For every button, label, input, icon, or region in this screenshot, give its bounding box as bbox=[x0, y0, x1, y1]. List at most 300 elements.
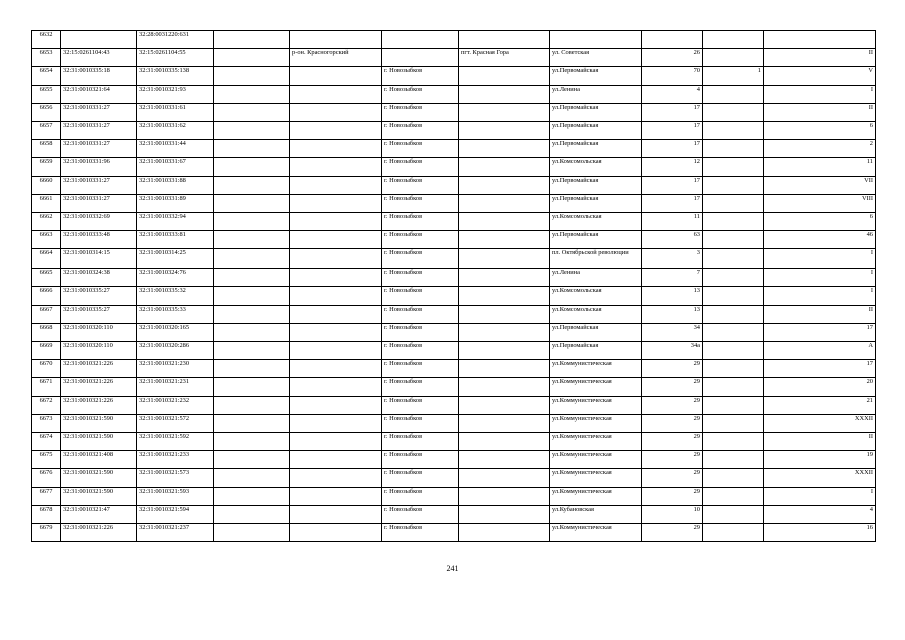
cell-street: ул.Первомайская bbox=[550, 67, 642, 85]
cell-empty bbox=[214, 194, 290, 212]
cell-settlement bbox=[459, 194, 550, 212]
cell-city: г. Новозыбков bbox=[382, 451, 459, 469]
cell-street: ул.Комсомольская bbox=[550, 287, 642, 305]
table-row bbox=[32, 49, 876, 67]
cell-district bbox=[290, 176, 382, 194]
cell-premises: 6 bbox=[764, 212, 876, 230]
cell-settlement bbox=[459, 158, 550, 176]
cell-city: г. Новозыбков bbox=[382, 85, 459, 103]
cell-settlement bbox=[459, 378, 550, 396]
cell-street: ул.Коммунистическая bbox=[550, 487, 642, 505]
cell-empty bbox=[214, 323, 290, 341]
cell-building bbox=[703, 31, 764, 49]
cell-row-number: 6660 bbox=[32, 176, 61, 194]
cell-row-number: 6673 bbox=[32, 414, 61, 432]
cell-empty bbox=[214, 231, 290, 249]
cell-empty bbox=[214, 505, 290, 523]
cell-object-cadastral-number: 32:31:0010335:32 bbox=[137, 287, 214, 305]
cell-building bbox=[703, 523, 764, 541]
cell-house: 13 bbox=[642, 287, 703, 305]
cell-city: г. Новозыбков bbox=[382, 523, 459, 541]
cell-district bbox=[290, 414, 382, 432]
cell-settlement bbox=[459, 323, 550, 341]
cell-district bbox=[290, 31, 382, 49]
cell-street: ул.Комсомольская bbox=[550, 305, 642, 323]
cell-district bbox=[290, 269, 382, 287]
cell-district bbox=[290, 305, 382, 323]
cell-house: 17 bbox=[642, 194, 703, 212]
cell-object-cadastral-number: 32:31:0010321:232 bbox=[137, 396, 214, 414]
cell-building bbox=[703, 451, 764, 469]
cell-premises: I bbox=[764, 287, 876, 305]
cell-cadastral-number: 32:31:0010321:226 bbox=[61, 360, 137, 378]
cell-street: ул. Советская bbox=[550, 49, 642, 67]
cell-street: ул.Первомайская bbox=[550, 176, 642, 194]
cell-city: г. Новозыбков bbox=[382, 378, 459, 396]
cell-building bbox=[703, 85, 764, 103]
cell-settlement bbox=[459, 469, 550, 487]
cell-street: ул.Первомайская bbox=[550, 323, 642, 341]
cell-cadastral-number: 32:31:0010321:590 bbox=[61, 414, 137, 432]
cell-district bbox=[290, 212, 382, 230]
cell-city bbox=[382, 49, 459, 67]
cell-row-number: 6665 bbox=[32, 269, 61, 287]
cell-settlement bbox=[459, 396, 550, 414]
cell-settlement bbox=[459, 342, 550, 360]
cell-street: ул.Комсомольская bbox=[550, 212, 642, 230]
cell-district bbox=[290, 85, 382, 103]
cell-building: 1 bbox=[703, 67, 764, 85]
cell-empty bbox=[214, 451, 290, 469]
cell-premises: 6 bbox=[764, 121, 876, 139]
cell-object-cadastral-number: 32:31:0010321:233 bbox=[137, 451, 214, 469]
cell-house: 13 bbox=[642, 305, 703, 323]
cell-cadastral-number: 32:31:0010321:590 bbox=[61, 432, 137, 450]
cell-district bbox=[290, 323, 382, 341]
cell-object-cadastral-number: 32:15:0261104:55 bbox=[137, 49, 214, 67]
cell-object-cadastral-number: 32:31:0010335:138 bbox=[137, 67, 214, 85]
cell-street: ул.Ленина bbox=[550, 269, 642, 287]
cell-district bbox=[290, 140, 382, 158]
cell-district bbox=[290, 396, 382, 414]
cell-cadastral-number: 32:31:0010335:27 bbox=[61, 287, 137, 305]
cell-premises: 11 bbox=[764, 158, 876, 176]
cell-cadastral-number bbox=[61, 31, 137, 49]
cell-house: 3 bbox=[642, 249, 703, 269]
cell-district bbox=[290, 103, 382, 121]
cell-settlement bbox=[459, 505, 550, 523]
cell-city: г. Новозыбков bbox=[382, 67, 459, 85]
cell-row-number: 6678 bbox=[32, 505, 61, 523]
cell-street: ул.Первомайская bbox=[550, 342, 642, 360]
cell-row-number: 6667 bbox=[32, 305, 61, 323]
cell-premises: I bbox=[764, 487, 876, 505]
cell-house: 4 bbox=[642, 85, 703, 103]
cell-building bbox=[703, 469, 764, 487]
cell-district bbox=[290, 342, 382, 360]
page-number: 241 bbox=[446, 564, 459, 573]
cell-premises: I bbox=[764, 269, 876, 287]
cell-empty bbox=[214, 31, 290, 49]
cell-building bbox=[703, 505, 764, 523]
cell-city: г. Новозыбков bbox=[382, 269, 459, 287]
cell-building bbox=[703, 432, 764, 450]
cell-empty bbox=[214, 378, 290, 396]
cell-street: ул.Первомайская bbox=[550, 231, 642, 249]
cell-settlement bbox=[459, 140, 550, 158]
cell-empty bbox=[214, 487, 290, 505]
cell-building bbox=[703, 249, 764, 269]
cell-premises: 4 bbox=[764, 505, 876, 523]
cell-row-number: 6677 bbox=[32, 487, 61, 505]
cell-building bbox=[703, 360, 764, 378]
cell-object-cadastral-number: 32:31:0010321:93 bbox=[137, 85, 214, 103]
cell-city: г. Новозыбков bbox=[382, 287, 459, 305]
cell-house: 34 bbox=[642, 323, 703, 341]
cell-empty bbox=[214, 414, 290, 432]
cell-city: г. Новозыбков bbox=[382, 158, 459, 176]
cell-row-number: 6676 bbox=[32, 469, 61, 487]
table-row bbox=[32, 451, 876, 469]
cell-premises: I bbox=[764, 85, 876, 103]
cell-object-cadastral-number: 32:31:0010321:593 bbox=[137, 487, 214, 505]
cell-district bbox=[290, 287, 382, 305]
cell-settlement bbox=[459, 305, 550, 323]
cell-street: ул.Коммунистическая bbox=[550, 396, 642, 414]
cell-empty bbox=[214, 396, 290, 414]
cell-object-cadastral-number: 32:31:0010321:572 bbox=[137, 414, 214, 432]
cell-building bbox=[703, 176, 764, 194]
cell-object-cadastral-number: 32:31:0010321:594 bbox=[137, 505, 214, 523]
cell-premises: А bbox=[764, 342, 876, 360]
cell-row-number: 6656 bbox=[32, 103, 61, 121]
table-row bbox=[32, 249, 876, 269]
cell-house: 10 bbox=[642, 505, 703, 523]
cell-settlement bbox=[459, 103, 550, 121]
cell-row-number: 6666 bbox=[32, 287, 61, 305]
cell-city: г. Новозыбков bbox=[382, 249, 459, 269]
cell-cadastral-number: 32:31:0010320:110 bbox=[61, 323, 137, 341]
cell-house: 7 bbox=[642, 269, 703, 287]
cell-settlement bbox=[459, 121, 550, 139]
cell-city: г. Новозыбков bbox=[382, 121, 459, 139]
cell-house: 29 bbox=[642, 414, 703, 432]
cell-building bbox=[703, 323, 764, 341]
cell-object-cadastral-number: 32:31:0010331:44 bbox=[137, 140, 214, 158]
cell-row-number: 6668 bbox=[32, 323, 61, 341]
cell-house: 29 bbox=[642, 469, 703, 487]
table-row bbox=[32, 140, 876, 158]
table-row bbox=[32, 360, 876, 378]
cell-house: 17 bbox=[642, 176, 703, 194]
cell-district bbox=[290, 67, 382, 85]
cell-city: г. Новозыбков bbox=[382, 342, 459, 360]
cell-district bbox=[290, 487, 382, 505]
cell-building bbox=[703, 231, 764, 249]
cell-street: ул.Коммунистическая bbox=[550, 360, 642, 378]
table-row bbox=[32, 414, 876, 432]
cell-cadastral-number: 32:31:0010321:47 bbox=[61, 505, 137, 523]
table-row bbox=[32, 176, 876, 194]
cell-premises: 46 bbox=[764, 231, 876, 249]
cell-premises: V bbox=[764, 67, 876, 85]
table-row bbox=[32, 231, 876, 249]
cell-empty bbox=[214, 67, 290, 85]
cell-district bbox=[290, 360, 382, 378]
cell-building bbox=[703, 378, 764, 396]
cell-building bbox=[703, 269, 764, 287]
cell-empty bbox=[214, 103, 290, 121]
cell-street: ул.Коммунистическая bbox=[550, 378, 642, 396]
table-body bbox=[32, 31, 876, 542]
cell-premises: II bbox=[764, 305, 876, 323]
cell-city: г. Новозыбков bbox=[382, 212, 459, 230]
cell-building bbox=[703, 487, 764, 505]
cell-premises: II bbox=[764, 103, 876, 121]
cell-street: ул.Первомайская bbox=[550, 194, 642, 212]
cell-city: г. Новозыбков bbox=[382, 360, 459, 378]
cell-empty bbox=[214, 432, 290, 450]
table-row bbox=[32, 287, 876, 305]
registry-table bbox=[31, 30, 876, 542]
cell-cadastral-number: 32:31:0010335:18 bbox=[61, 67, 137, 85]
cell-street: ул.Первомайская bbox=[550, 103, 642, 121]
cell-city: г. Новозыбков bbox=[382, 396, 459, 414]
cell-street: ул.Коммунистическая bbox=[550, 469, 642, 487]
cell-empty bbox=[214, 158, 290, 176]
cell-city: г. Новозыбков bbox=[382, 305, 459, 323]
cell-city: г. Новозыбков bbox=[382, 194, 459, 212]
cell-district bbox=[290, 432, 382, 450]
cell-premises: 2 bbox=[764, 140, 876, 158]
cell-row-number: 6632 bbox=[32, 31, 61, 49]
cell-building bbox=[703, 396, 764, 414]
cell-cadastral-number: 32:31:0010331:96 bbox=[61, 158, 137, 176]
cell-street: ул.Первомайская bbox=[550, 140, 642, 158]
cell-object-cadastral-number: 32:31:0010331:62 bbox=[137, 121, 214, 139]
cell-settlement: пгт. Красная Гора bbox=[459, 49, 550, 67]
cell-empty bbox=[214, 360, 290, 378]
cell-district bbox=[290, 121, 382, 139]
cell-city: г. Новозыбков bbox=[382, 487, 459, 505]
cell-building bbox=[703, 103, 764, 121]
cell-street: ул.Комсомольская bbox=[550, 158, 642, 176]
cell-district bbox=[290, 469, 382, 487]
cell-premises: VIII bbox=[764, 194, 876, 212]
table-row bbox=[32, 469, 876, 487]
cell-settlement bbox=[459, 31, 550, 49]
cell-cadastral-number: 32:31:0010332:69 bbox=[61, 212, 137, 230]
cell-row-number: 6663 bbox=[32, 231, 61, 249]
table-row bbox=[32, 342, 876, 360]
cell-row-number: 6671 bbox=[32, 378, 61, 396]
cell-row-number: 6679 bbox=[32, 523, 61, 541]
cell-district: р-он. Красногорский bbox=[290, 49, 382, 67]
cell-empty bbox=[214, 121, 290, 139]
cell-object-cadastral-number: 32:31:0010331:67 bbox=[137, 158, 214, 176]
cell-city: г. Новозыбков bbox=[382, 469, 459, 487]
cell-object-cadastral-number: 32:31:0010331:89 bbox=[137, 194, 214, 212]
cell-row-number: 6669 bbox=[32, 342, 61, 360]
cell-empty bbox=[214, 249, 290, 269]
table-row bbox=[32, 121, 876, 139]
cell-street: ул.Кубановская bbox=[550, 505, 642, 523]
cell-row-number: 6661 bbox=[32, 194, 61, 212]
cell-empty bbox=[214, 305, 290, 323]
cell-district bbox=[290, 523, 382, 541]
cell-object-cadastral-number: 32:31:0010324:76 bbox=[137, 269, 214, 287]
cell-cadastral-number: 32:31:0010321:226 bbox=[61, 378, 137, 396]
cell-cadastral-number: 32:31:0010321:590 bbox=[61, 487, 137, 505]
cell-settlement bbox=[459, 67, 550, 85]
cell-cadastral-number: 32:31:0010320:110 bbox=[61, 342, 137, 360]
cell-district bbox=[290, 378, 382, 396]
cell-city: г. Новозыбков bbox=[382, 432, 459, 450]
cell-row-number: 6662 bbox=[32, 212, 61, 230]
cell-row-number: 6653 bbox=[32, 49, 61, 67]
cell-house: 29 bbox=[642, 451, 703, 469]
cell-street: пл. Октябрьской революции bbox=[550, 249, 642, 269]
cell-object-cadastral-number: 32:31:0010332:94 bbox=[137, 212, 214, 230]
cell-settlement bbox=[459, 212, 550, 230]
cell-object-cadastral-number: 32:31:0010335:33 bbox=[137, 305, 214, 323]
cell-cadastral-number: 32:31:0010321:226 bbox=[61, 523, 137, 541]
table-row bbox=[32, 432, 876, 450]
cell-building bbox=[703, 212, 764, 230]
cell-district bbox=[290, 505, 382, 523]
table-row bbox=[32, 305, 876, 323]
cell-cadastral-number: 32:31:0010321:64 bbox=[61, 85, 137, 103]
cell-cadastral-number: 32:31:0010333:48 bbox=[61, 231, 137, 249]
cell-building bbox=[703, 287, 764, 305]
cell-city: г. Новозыбков bbox=[382, 414, 459, 432]
cell-building bbox=[703, 140, 764, 158]
cell-cadastral-number: 32:31:0010321:590 bbox=[61, 469, 137, 487]
cell-settlement bbox=[459, 523, 550, 541]
cell-object-cadastral-number: 32:31:0010321:230 bbox=[137, 360, 214, 378]
cell-empty bbox=[214, 176, 290, 194]
cell-house: 11 bbox=[642, 212, 703, 230]
cell-premises: 19 bbox=[764, 451, 876, 469]
cell-city: г. Новозыбков bbox=[382, 323, 459, 341]
cell-empty bbox=[214, 140, 290, 158]
cell-row-number: 6657 bbox=[32, 121, 61, 139]
cell-cadastral-number: 32:31:0010331:27 bbox=[61, 194, 137, 212]
cell-city: г. Новозыбков bbox=[382, 176, 459, 194]
cell-settlement bbox=[459, 269, 550, 287]
cell-building bbox=[703, 158, 764, 176]
cell-house: 34а bbox=[642, 342, 703, 360]
cell-city: г. Новозыбков bbox=[382, 231, 459, 249]
cell-district bbox=[290, 158, 382, 176]
cell-row-number: 6658 bbox=[32, 140, 61, 158]
cell-empty bbox=[214, 212, 290, 230]
cell-object-cadastral-number: 32:31:0010331:61 bbox=[137, 103, 214, 121]
cell-city: г. Новозыбков bbox=[382, 505, 459, 523]
cell-house: 70 bbox=[642, 67, 703, 85]
cell-district bbox=[290, 194, 382, 212]
cell-house: 17 bbox=[642, 140, 703, 158]
cell-building bbox=[703, 305, 764, 323]
cell-house: 29 bbox=[642, 523, 703, 541]
cell-settlement bbox=[459, 231, 550, 249]
cell-row-number: 6664 bbox=[32, 249, 61, 269]
cell-street: ул.Коммунистическая bbox=[550, 414, 642, 432]
cell-building bbox=[703, 342, 764, 360]
cell-house bbox=[642, 31, 703, 49]
cell-building bbox=[703, 194, 764, 212]
cell-city: г. Новозыбков bbox=[382, 140, 459, 158]
table-row bbox=[32, 67, 876, 85]
cell-cadastral-number: 32:31:0010335:27 bbox=[61, 305, 137, 323]
cell-cadastral-number: 32:31:0010331:27 bbox=[61, 121, 137, 139]
cell-street: ул.Ленина bbox=[550, 85, 642, 103]
cell-settlement bbox=[459, 432, 550, 450]
cell-cadastral-number: 32:31:0010314:15 bbox=[61, 249, 137, 269]
cell-settlement bbox=[459, 487, 550, 505]
cell-settlement bbox=[459, 85, 550, 103]
cell-settlement bbox=[459, 287, 550, 305]
cell-settlement bbox=[459, 414, 550, 432]
cell-row-number: 6675 bbox=[32, 451, 61, 469]
cell-cadastral-number: 32:31:0010331:27 bbox=[61, 140, 137, 158]
cell-empty bbox=[214, 523, 290, 541]
cell-empty bbox=[214, 269, 290, 287]
cell-city: г. Новозыбков bbox=[382, 103, 459, 121]
table-row bbox=[32, 269, 876, 287]
cell-object-cadastral-number: 32:31:0010321:237 bbox=[137, 523, 214, 541]
cell-object-cadastral-number: 32:31:0010331:88 bbox=[137, 176, 214, 194]
cell-empty bbox=[214, 469, 290, 487]
cell-district bbox=[290, 249, 382, 269]
cell-house: 29 bbox=[642, 360, 703, 378]
cell-premises: 17 bbox=[764, 360, 876, 378]
cell-street: ул.Коммунистическая bbox=[550, 451, 642, 469]
cell-empty bbox=[214, 287, 290, 305]
cell-street: ул.Коммунистическая bbox=[550, 523, 642, 541]
cell-premises bbox=[764, 31, 876, 49]
table-row bbox=[32, 323, 876, 341]
cell-cadastral-number: 32:31:0010324:38 bbox=[61, 269, 137, 287]
table-row bbox=[32, 31, 876, 49]
cell-cadastral-number: 32:31:0010331:27 bbox=[61, 103, 137, 121]
cell-house: 29 bbox=[642, 378, 703, 396]
cell-object-cadastral-number: 32:31:0010321:592 bbox=[137, 432, 214, 450]
cell-premises: II bbox=[764, 432, 876, 450]
cell-house: 12 bbox=[642, 158, 703, 176]
cell-row-number: 6654 bbox=[32, 67, 61, 85]
cell-house: 29 bbox=[642, 487, 703, 505]
cell-district bbox=[290, 451, 382, 469]
cell-premises: XXXII bbox=[764, 469, 876, 487]
table-row bbox=[32, 378, 876, 396]
cell-empty bbox=[214, 342, 290, 360]
cell-premises: 21 bbox=[764, 396, 876, 414]
table-row bbox=[32, 194, 876, 212]
table-row bbox=[32, 523, 876, 541]
cell-settlement bbox=[459, 451, 550, 469]
cell-house: 26 bbox=[642, 49, 703, 67]
cell-premises: 16 bbox=[764, 523, 876, 541]
table-row bbox=[32, 103, 876, 121]
cell-premises: VII bbox=[764, 176, 876, 194]
cell-premises: II bbox=[764, 49, 876, 67]
cell-premises: I bbox=[764, 249, 876, 269]
table-row bbox=[32, 158, 876, 176]
cell-settlement bbox=[459, 249, 550, 269]
cell-premises: 20 bbox=[764, 378, 876, 396]
cell-building bbox=[703, 49, 764, 67]
